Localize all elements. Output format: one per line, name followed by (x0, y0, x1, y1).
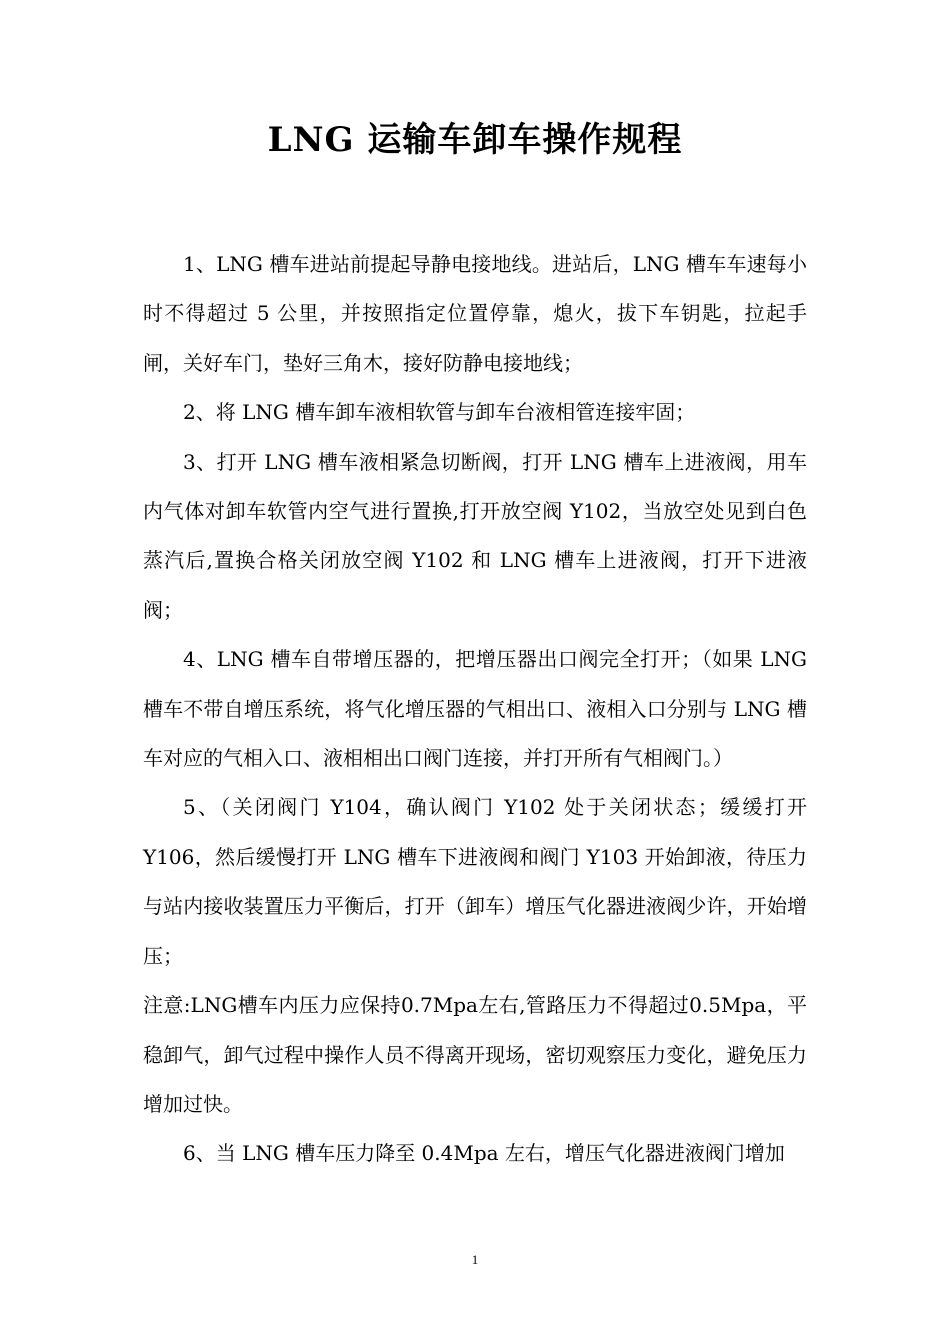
paragraph-step-4: 4、LNG 槽车自带增压器的，把增压器出口阀完全打开；（如果 LNG 槽车不带自增压系统，将气化增压器的气相出口、液相入口分别与 LNG 槽车对应的气相入口、液相相出口阀门连接，并打开所有气相阀门。） (143, 647, 807, 771)
document-body (143, 240, 807, 1179)
page-number: 1 (471, 1252, 479, 1267)
paragraph-step-6: 6、当 LNG 槽车压力降至 0.4Mpa 左右，增压气化器进液阀门增加 (183, 1141, 785, 1166)
paragraph-step-3: 3、打开 LNG 槽车液相紧急切断阀，打开 LNG 槽车上进液阀，用车内气体对卸车软管内空气进行置换,打开放空阀 Y102，当放空处见到白色蒸汽后,置换合格关闭放空阀 Y102 和 LNG 槽车上进液阀，打开下进液阀； (143, 449, 807, 622)
paragraph-step-5: 5、（关闭阀门 Y104，确认阀门 Y102 处于关闭状态；缓缓打开 Y106，然后缓慢打开 LNG 槽车下进液阀和阀门 Y103 开始卸液，待压力与站内接收装置压力平衡后，打开（卸车）增压气化器进液阀少许，开始增压； (143, 795, 807, 968)
paragraph-step-2: 2、将 LNG 槽车卸车液相软管与卸车台液相管连接牢固； (183, 400, 696, 425)
document-title: LNG 运输车卸车操作规程 (267, 120, 683, 160)
paragraph-step-1: 1、LNG 槽车进站前提起导静电接地线。进站后，LNG 槽车车速每小时不得超过 5 公里，并按照指定位置停靠，熄火，拔下车钥匙，拉起手闸，关好车门，垫好三角木，接好防静电接地线； (143, 252, 807, 375)
paragraph-note: 注意:LNG槽车内压力应保持0.7Mpa左右,管路压力不得超过0.5Mpa，平稳卸气，卸气过程中操作人员不得离开现场，密切观察压力变化，避免压力增加过快。 (143, 993, 807, 1116)
